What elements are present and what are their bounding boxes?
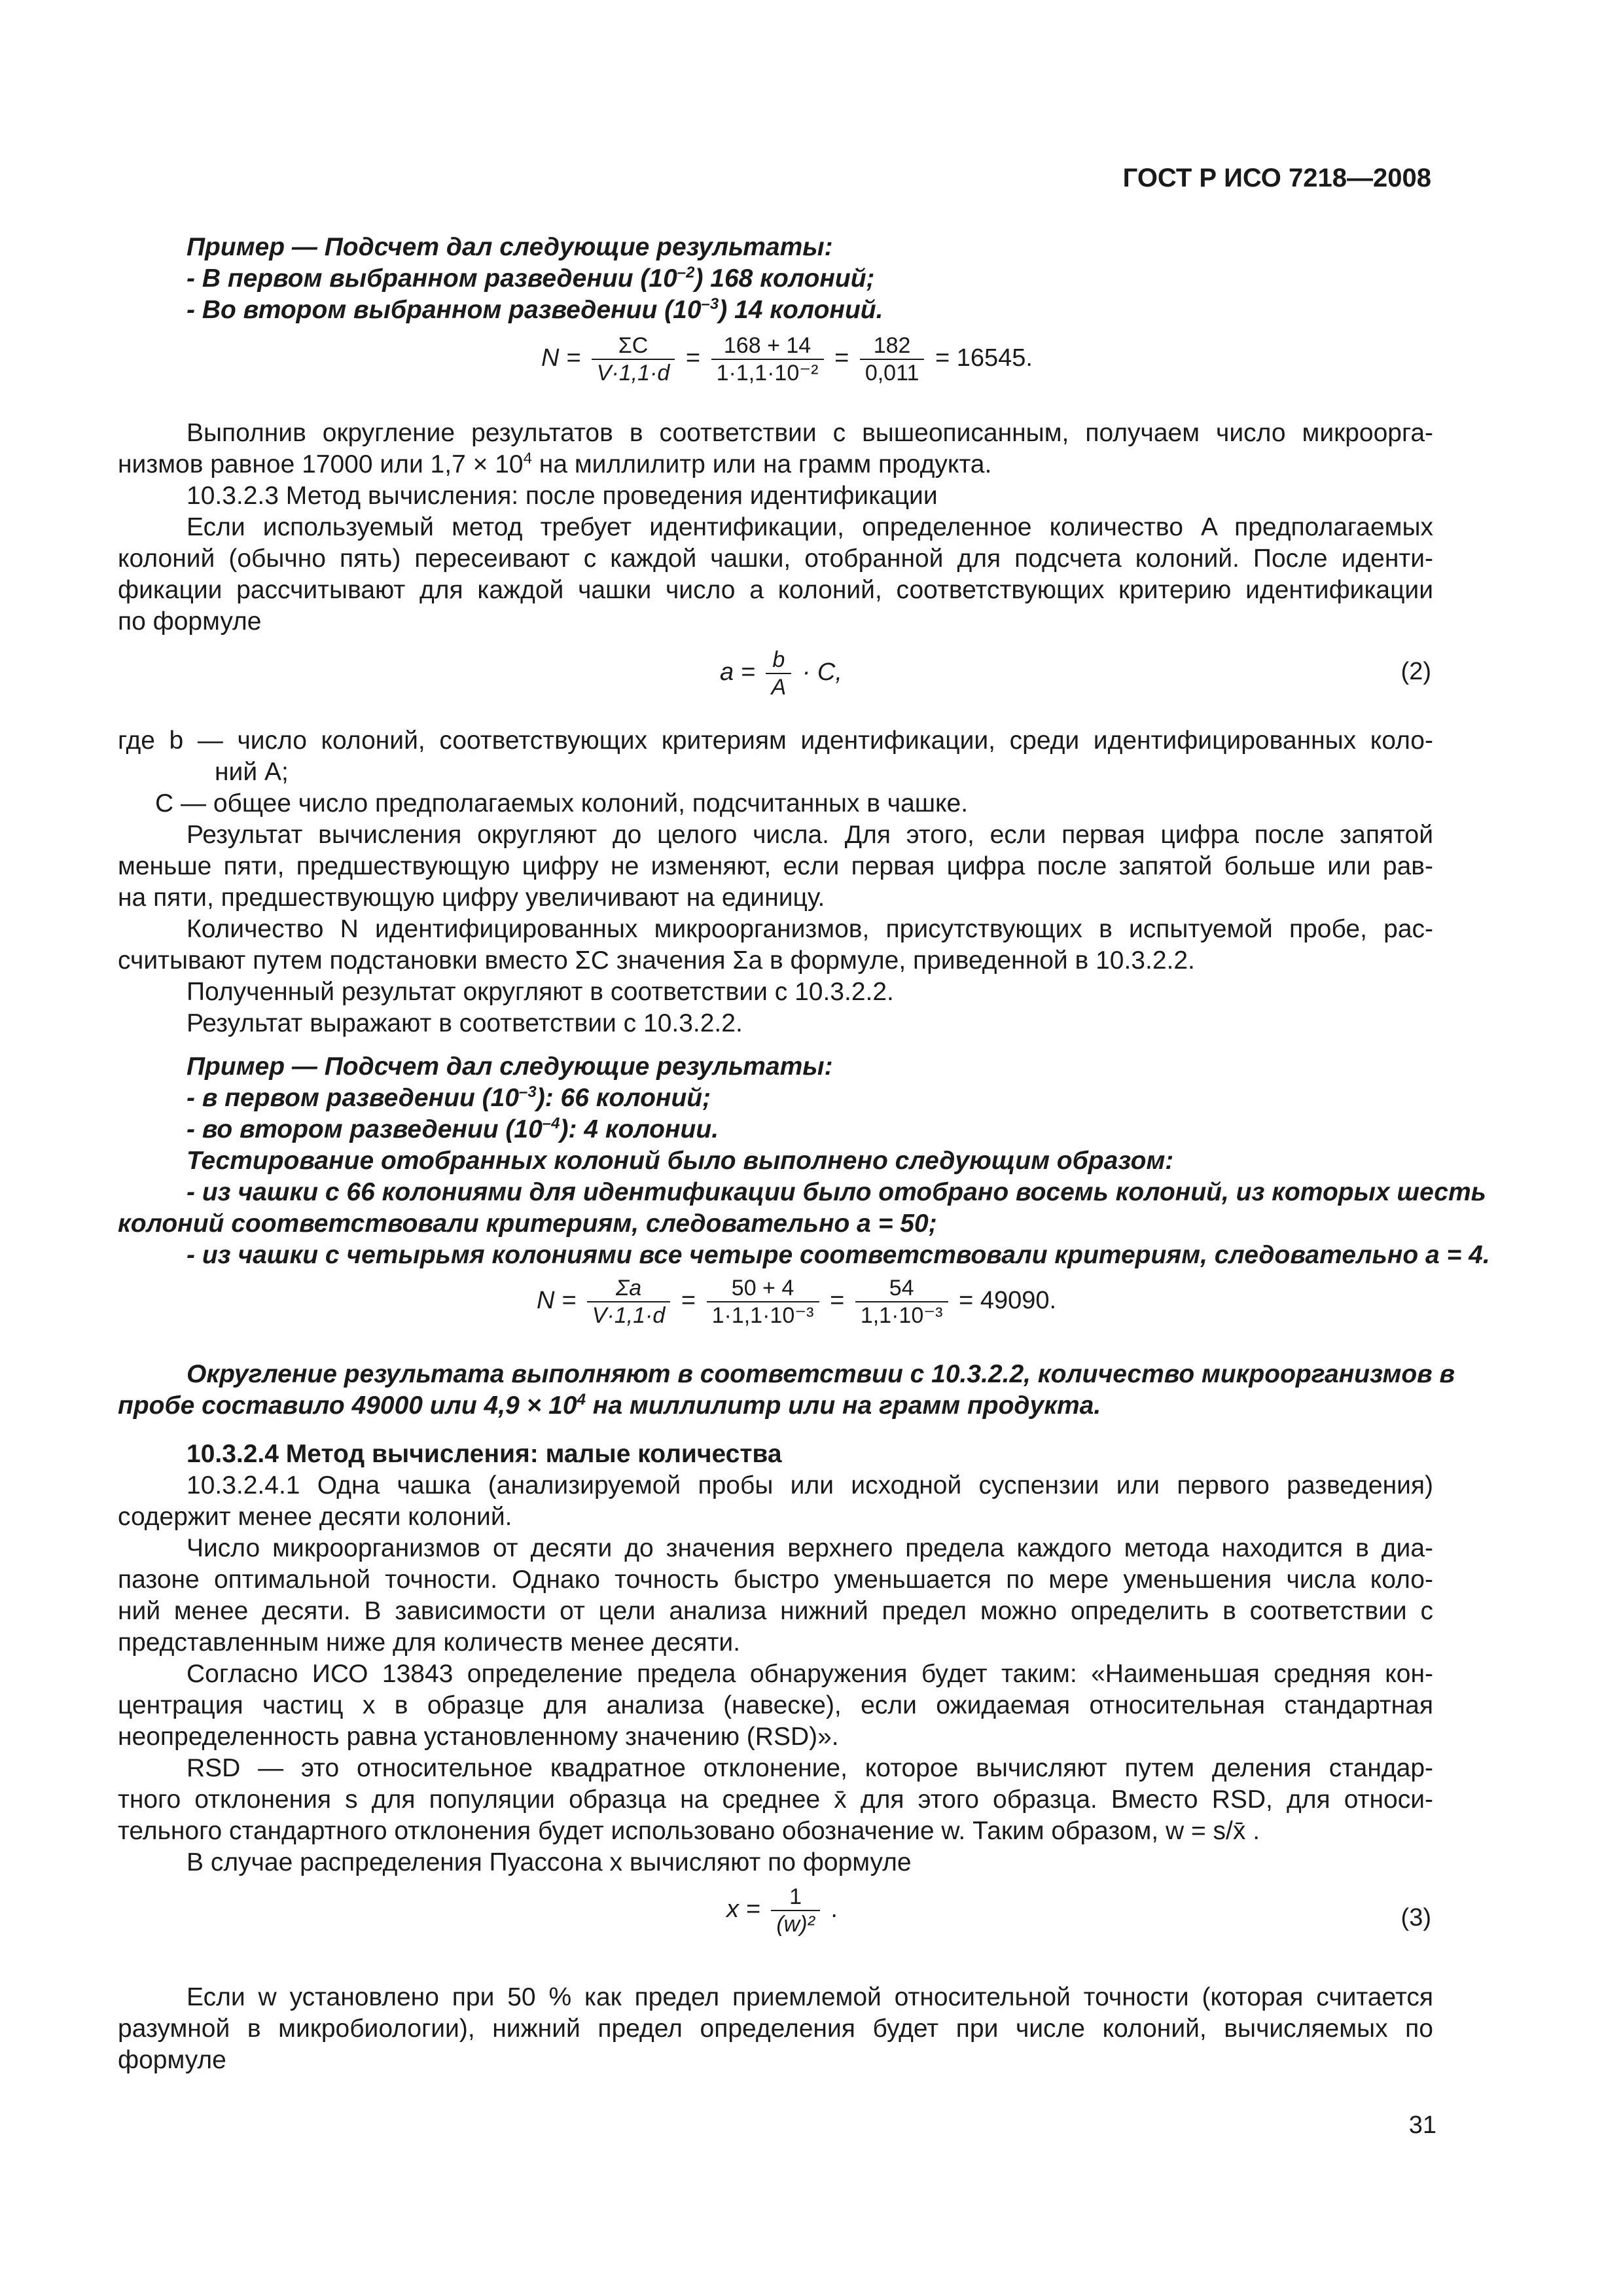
para-line: Результат вычисления округляют до целого числа. Для этого, если первая цифра после запятой [187,821,1433,849]
formula-3: x = $\frac{1}{\text{(w)²}}$ . [726,1884,838,1937]
example2-item1: - в первом разведении $(10^{-3})$: 66 колоний; [187,1083,711,1112]
formula-example1: N = $\frac{\Sigma C}{V\cdot 1,1\cdot d}$ = $\frac{168 + 14}{\text{1·1,1·10⁻²}}$ = $\frac{182}{0,011}$ = 16545. [541,333,1033,386]
para-line: фикации рассчитывают для каждой чашки число a колоний, соответствующих критерию идентификации [118,576,1433,604]
section-10-3-2-4-title: 10.3.2.4 Метод вычисления: малые количества [187,1440,782,1468]
para-line: считывают путем подстановки вместо ΣC значения Σa в формуле, приведенной в 10.3.2.2. [118,946,1195,975]
example2-rounding-line1: Округление результата выполняют в соответствии с 10.3.2.2, количество микроорганизмов в [187,1360,1455,1388]
fraction: $\frac{1}{\text{(w)²}}$ [771,1884,820,1937]
where-line3: C — общее число предполагаемых колоний, подсчитанных в чашке. [155,789,969,817]
rounding-para-line2: низмов равное 17000 или $1,7 \times 10^4$ на миллилитр или на грамм продукта. [118,450,992,478]
fraction: $\frac{\Sigma a}{V\cdot 1,1\cdot d}$ [587,1275,671,1329]
para-line: по формуле [118,607,262,636]
where-line2: ний A; [215,758,289,786]
example1-item1: - В первом выбранном разведении $(10^{-2})$ 168 колоний; [187,264,875,293]
para-line: меньше пяти, предшествующую цифру не изменяют, если первая цифра после запятой больше или рав- [118,852,1433,880]
fraction: $\frac{\Sigma C}{V\cdot 1,1\cdot d}$ [592,332,675,386]
equation-number-2: (2) [1400,658,1431,685]
para-line: RSD — это относительное квадратное отклонение, которое вычисляют путем деления стандар- [187,1754,1433,1782]
para-line: 10.3.2.4.1 Одна чашка (анализируемой пробы или исходной суспензии или первого разведения) [187,1471,1433,1499]
para-line: ний менее десяти. В зависимости от цели анализа нижний предел можно определить в соответствии с [118,1597,1433,1625]
fraction: $\frac{182}{0,011}$ [860,332,925,386]
para-line: тельного стандартного отклонения будет использовано обозначение w. Таким образом, w = s/x̄ . [118,1817,1260,1845]
formula-example2: N = $\frac{\Sigma a}{V\cdot 1,1\cdot d}$ = $\frac{50 + 4}{\text{1·1,1·10⁻³}}$ = $\frac{54}{\text{1,1·10⁻³}}$ = 49090. [537,1276,1057,1328]
equation-number-3: (3) [1400,1904,1431,1931]
para-line: на пяти, предшествующую цифру увеличивают на единицу. [118,884,825,912]
para-line: Результат выражают в соответствии с 10.3.2.2. [187,1009,743,1037]
fraction: $\frac{b}{A}$ [766,647,791,700]
fraction: $\frac{168 + 14}{\text{1·1,1·10⁻²}}$ [711,332,824,386]
example2-item2: - во втором разведении $(10^{-4})$: 4 колонии. [187,1115,719,1143]
where-line1: где b — число колоний, соответствующих критериям идентификации, среди идентифицированных коло- [118,726,1433,755]
example1-intro: Пример — Подсчет дал следующие результаты: [187,233,833,261]
example2-intro: Пример — Подсчет дал следующие результаты: [187,1052,833,1081]
fraction: $\frac{54}{\text{1,1·10⁻³}}$ [855,1275,948,1329]
para-line: Если используемый метод требует идентификации, определенное количество A предполагаемых [187,513,1433,541]
example2-test-item1-line2: колоний соответствовали критериям, следовательно a = 50; [118,1210,937,1238]
para-line: Число микроорганизмов от десяти до значения верхнего предела каждого метода находится в диа- [187,1534,1433,1562]
para-line: неопределенность равна установленному значению (RSD)». [118,1723,839,1751]
example1-item2: - Во втором выбранном разведении $(10^{-3})$ 14 колоний. [187,295,883,324]
rounding-para-line1: Выполнив округление результатов в соответствии с вышеописанным, получаем число микроорга- [187,419,1433,447]
page-number: 31 [1408,2111,1436,2139]
example2-test-item1-line1: - из чашки с 66 колониями для идентификации было отобрано восемь колоний, из которых шесть [187,1178,1486,1206]
para-line: пазоне оптимальной точности. Однако точность быстро уменьшается по мере уменьшения числа коло- [118,1566,1433,1594]
para-line: содержит менее десяти колоний. [118,1503,512,1531]
para-line: формуле [118,2046,226,2074]
para-line: представленным ниже для количеств менее десяти. [118,1628,741,1657]
formula-2: a = $\frac{b}{A}$ · C, [720,647,842,700]
para-line: Если w установлено при 50 % как предел приемлемой относительной точности (которая считается [187,1983,1433,2011]
example2-test-item2: - из чашки с четырьмя колониями все четыре соответствовали критериям, следовательно a = 4. [187,1241,1490,1269]
para-line: разумной в микробиологии), нижний предел определения будет при числе колоний, вычисляемых по [118,2015,1433,2043]
para-line: Согласно ИСО 13843 определение предела обнаружения будет таким: «Наименьшая средняя кон- [187,1660,1433,1688]
example2-test-intro: Тестирование отобранных колоний было выполнено следующим образом: [187,1147,1174,1175]
para-line: Количество N идентифицированных микроорганизмов, присутствующих в испытуемой пробе, рас- [187,915,1433,943]
example2-rounding-line2: пробе составило 49000 или $4,9 \times 10^4$ на миллилитр или на грамм продукта. [118,1391,1101,1420]
para-line: колоний (обычно пять) пересеивают с каждой чашки, отобранной для подсчета колоний. После иденти- [118,545,1433,573]
section-10-3-2-3-title: 10.3.2.3 Метод вычисления: после проведения идентификации [187,482,938,510]
para-line: тного отклонения s для популяции образца на среднее x̄ для этого образца. Вместо RSD, для относи- [118,1785,1433,1814]
fraction: $\frac{50 + 4}{\text{1·1,1·10⁻³}}$ [707,1275,819,1329]
para-line: В случае распределения Пуассона x вычисляют по формуле [187,1848,912,1876]
document-id-header: ГОСТ Р ИСО 7218—2008 [1122,164,1431,192]
para-line: Полученный результат округляют в соответствии с 10.3.2.2. [187,978,894,1006]
para-line: центрация частиц x в образце для анализа (навеске), если ожидаемая относительная стандартная [118,1691,1433,1719]
